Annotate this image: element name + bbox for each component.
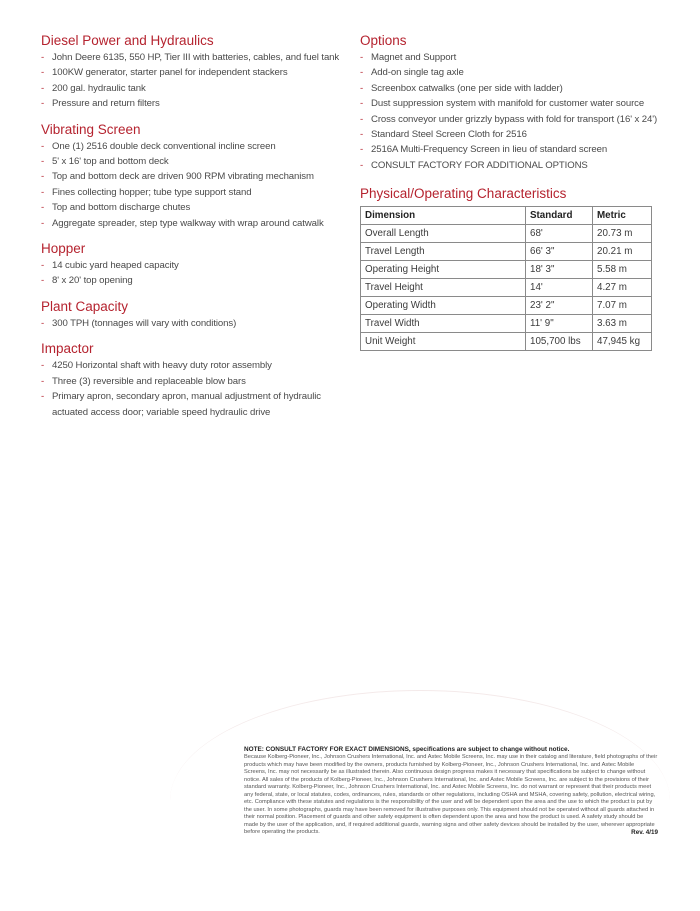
table-cell: 105,700 lbs bbox=[526, 333, 593, 351]
table-cell: 14' bbox=[526, 279, 593, 297]
table-cell: 23' 2" bbox=[526, 297, 593, 315]
list-item: - Primary apron, secondary apron, manual adjustment of hydraulic actuated access door; variable speed hydraulic drive bbox=[41, 389, 346, 420]
section-plant-capacity bbox=[41, 298, 346, 331]
list-item: - 300 TPH (tonnages will vary with conditions) bbox=[41, 316, 346, 331]
bullet-list bbox=[41, 50, 346, 112]
table-cell: Travel Length bbox=[361, 243, 526, 261]
list-item: - Fines collecting hopper; tube type support stand bbox=[41, 185, 346, 200]
table-cell: 11' 9" bbox=[526, 315, 593, 333]
table-cell: 7.07 m bbox=[593, 297, 652, 315]
list-item: - Top and bottom discharge chutes bbox=[41, 200, 346, 215]
bullet-list bbox=[41, 316, 346, 331]
list-item: - Aggregate spreader, step type walkway with wrap around catwalk bbox=[41, 216, 346, 231]
list-item: - Top and bottom deck are driven 900 RPM vibrating mechanism bbox=[41, 169, 346, 184]
section-vibrating-screen bbox=[41, 121, 346, 231]
list-item: - Magnet and Support bbox=[360, 50, 660, 65]
bullet-list bbox=[360, 50, 660, 173]
list-item: - 200 gal. hydraulic tank bbox=[41, 81, 346, 96]
section-title: Options bbox=[360, 33, 407, 48]
column-header: Standard bbox=[526, 207, 593, 225]
table-row bbox=[361, 297, 652, 315]
list-item: - Three (3) reversible and replaceable blow bars bbox=[41, 374, 346, 389]
column-header: Dimension bbox=[361, 207, 526, 225]
section-title: Plant Capacity bbox=[41, 298, 129, 314]
bullet-list bbox=[41, 358, 346, 420]
column-header: Metric bbox=[593, 207, 652, 225]
section-diesel-power bbox=[41, 32, 346, 112]
section-options bbox=[360, 32, 660, 173]
table-cell: 4.27 m bbox=[593, 279, 652, 297]
list-item: - Cross conveyor under grizzly bypass with fold for transport (16' x 24') bbox=[360, 112, 660, 127]
disclaimer-block bbox=[244, 745, 658, 837]
list-item: - 100KW generator, starter panel for independent stackers bbox=[41, 65, 346, 80]
bullet-list bbox=[41, 139, 346, 231]
disclaimer-body bbox=[244, 754, 658, 837]
table-cell: Unit Weight bbox=[361, 333, 526, 351]
list-item: - Screenbox catwalks (one per side with ladder) bbox=[360, 81, 660, 96]
section-title: Hopper bbox=[41, 241, 86, 257]
list-item: - 8' x 20' top opening bbox=[41, 273, 346, 288]
table-cell: 47,945 kg bbox=[593, 333, 652, 351]
section-title: Vibrating Screen bbox=[41, 121, 141, 137]
list-item: - 2516A Multi-Frequency Screen in lieu of standard screen bbox=[360, 142, 660, 157]
table-row bbox=[361, 261, 652, 279]
section-hopper bbox=[41, 240, 346, 289]
right-column bbox=[360, 32, 660, 351]
table-cell: 66' 3" bbox=[526, 243, 593, 261]
table-cell: 3.63 m bbox=[593, 315, 652, 333]
list-item: - Add-on single tag axle bbox=[360, 65, 660, 80]
specs-table bbox=[360, 206, 652, 351]
disclaimer-note: NOTE: CONSULT FACTORY FOR EXACT DIMENSIONS, specifications are subject to change without notice. bbox=[244, 746, 570, 753]
table-cell: Travel Height bbox=[361, 279, 526, 297]
table-row bbox=[361, 225, 652, 243]
table-cell: Travel Width bbox=[361, 315, 526, 333]
section-impactor bbox=[41, 340, 346, 420]
list-item: - John Deere 6135, 550 HP, Tier III with batteries, cables, and fuel tank bbox=[41, 50, 346, 65]
list-item: - Standard Steel Screen Cloth for 2516 bbox=[360, 127, 660, 142]
table-cell: 68' bbox=[526, 225, 593, 243]
section-title: Impactor bbox=[41, 341, 94, 357]
list-item: - 5' x 16' top and bottom deck bbox=[41, 154, 346, 169]
list-item: - 14 cubic yard heaped capacity bbox=[41, 258, 346, 273]
section-title: Diesel Power and Hydraulics bbox=[41, 33, 214, 48]
table-row bbox=[361, 315, 652, 333]
disclaimer-text: Because Kolberg-Pioneer, Inc., Johnson Crushers International, Inc. and Astec Mobile Screens, Inc. may use in their catalog and literature, field photographs of their products which may have been modified by the owners, products furnished by Kolberg-Pioneer, Inc., Johnson Crushers International, Inc. and Astec Mobile Screens, Inc. may not necessarily be as illustrated therein. Also continuous design progress makes it necessary that specifications be subject to change without notice. All sales of the products of Kolberg-Pioneer, Inc., Johnson Crushers International, Inc. and Astec Mobile Screens, Inc. are subject to the provisions of their standard warranty. Kolberg-Pioneer, Inc., Johnson Crushers International, Inc. and Astec Mobile Screens, Inc. do not warrant or represent that their products meet any federal, state, or local statutes, codes, ordinances, rules, standards or other regulations, including OSHA and MSHA, covering safety, pollution, electrical wiring, etc. Compliance with these statutes and regulations is the responsibility of the user and will be dependent upon the area and the use to which the product is put by the user. In some photographs, guards may have been removed for illustrative purposes only. This equipment should not be operated without all guards attached in their normal position. Placement of guards and other safety equipment is often dependent upon the area and how the product is used. A safety study should be made by the user of the application, and, if required additional guards, warning signs and other safety devices should be installed by the user, wherever appropriate before operating the products. bbox=[244, 754, 658, 835]
list-item: - 4250 Horizontal shaft with heavy duty rotor assembly bbox=[41, 358, 346, 373]
list-item: - Pressure and return filters bbox=[41, 96, 346, 111]
bullet-list bbox=[41, 258, 346, 289]
table-cell: 18' 3" bbox=[526, 261, 593, 279]
table-cell: 5.58 m bbox=[593, 261, 652, 279]
table-row bbox=[361, 279, 652, 297]
list-item: - Dust suppression system with manifold for customer water source bbox=[360, 96, 660, 111]
table-cell: 20.73 m bbox=[593, 225, 652, 243]
table-cell: Operating Width bbox=[361, 297, 526, 315]
left-column bbox=[41, 32, 346, 429]
table-row bbox=[361, 243, 652, 261]
table-header-row bbox=[361, 207, 652, 225]
table-row bbox=[361, 333, 652, 351]
revision-label: Rev. 4/19 bbox=[631, 829, 658, 836]
table-cell: Overall Length bbox=[361, 225, 526, 243]
list-item: - CONSULT FACTORY FOR ADDITIONAL OPTIONS bbox=[360, 158, 660, 173]
table-cell: 20.21 m bbox=[593, 243, 652, 261]
section-title: Physical/Operating Characteristics bbox=[360, 186, 567, 202]
table-cell: Operating Height bbox=[361, 261, 526, 279]
list-item: - One (1) 2516 double deck conventional incline screen bbox=[41, 139, 346, 154]
